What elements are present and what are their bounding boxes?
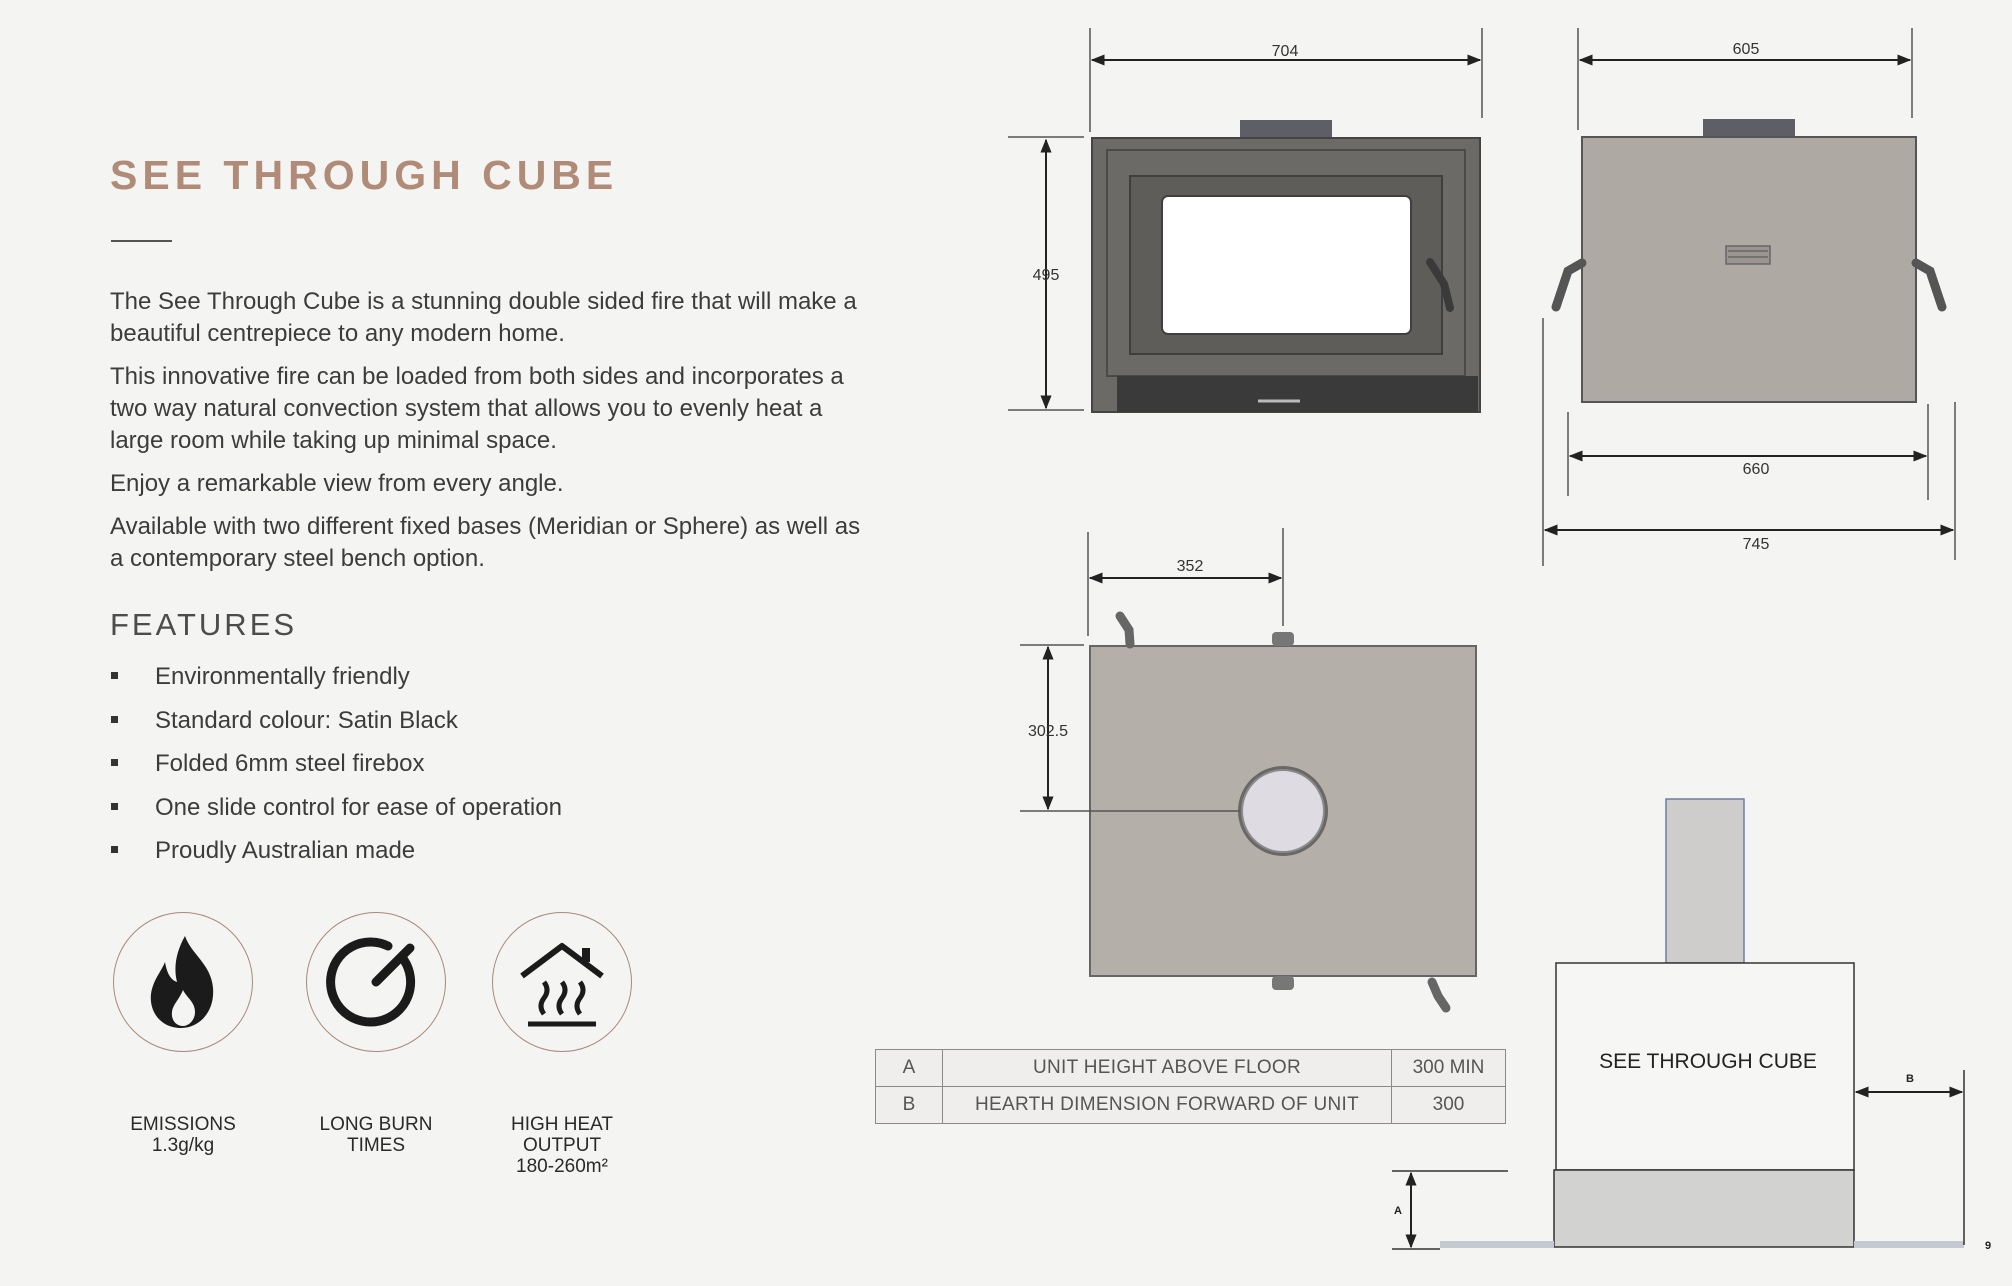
table-cell-description: HEARTH DIMENSION FORWARD OF UNIT bbox=[943, 1087, 1392, 1124]
intro-paragraph: The See Through Cube is a stunning double sided fire that will make a beautiful centrepiece to any modern home. bbox=[110, 288, 857, 347]
intro-paragraph: Enjoy a remarkable view from every angle. bbox=[110, 470, 564, 497]
air-control bbox=[1726, 246, 1770, 264]
intro-paragraph: This innovative fire can be loaded from both sides and incorporates a two way natural convection system that allows you to evenly heat a large room while taking up minimal space. bbox=[110, 363, 844, 454]
badge-line: TIMES bbox=[346, 1135, 406, 1156]
feature-item: One slide control for ease of operation bbox=[110, 791, 562, 835]
dimension-side-745: 745 bbox=[1742, 536, 1770, 553]
table-row bbox=[876, 1087, 1506, 1124]
dimension-top-offset: 352 bbox=[1176, 558, 1204, 575]
table-row bbox=[876, 1050, 1506, 1087]
dimension-side-660: 660 bbox=[1742, 461, 1770, 478]
flue-collar bbox=[1703, 119, 1795, 137]
feature-item: Environmentally friendly bbox=[110, 660, 562, 704]
top-view-drawing bbox=[1020, 528, 1476, 1008]
front-view-drawing bbox=[1008, 28, 1482, 412]
clearance-diagram bbox=[1392, 799, 1991, 1252]
badge-line: LONG BURN bbox=[319, 1114, 433, 1135]
page-title: SEE THROUGH CUBE bbox=[110, 152, 619, 198]
intro-paragraph: Available with two different fixed bases (Meridian or Sphere) as well as a contemporary steel bench option. bbox=[110, 513, 861, 572]
unit-label: SEE THROUGH CUBE bbox=[1599, 1050, 1817, 1073]
hearth-left bbox=[1440, 1241, 1554, 1248]
feature-item: Proudly Australian made bbox=[110, 834, 562, 878]
badge-line: 1.3g/kg bbox=[151, 1135, 215, 1156]
flue-pipe bbox=[1666, 799, 1744, 963]
dimension-front-width: 704 bbox=[1271, 43, 1299, 60]
marker-a: A bbox=[1394, 1205, 1402, 1217]
feature-item: Standard colour: Satin Black bbox=[110, 704, 562, 748]
bottom-lug bbox=[1272, 976, 1294, 990]
table-cell-value: 300 bbox=[1392, 1087, 1506, 1124]
dimension-flue-offset: 302.5 bbox=[1027, 723, 1069, 740]
table-cell-value: 300 MIN bbox=[1392, 1050, 1506, 1087]
stove-side-body bbox=[1582, 137, 1916, 402]
marker-b: B bbox=[1906, 1073, 1914, 1085]
badge-line: HIGH HEAT bbox=[510, 1114, 614, 1135]
side-view-drawing bbox=[1543, 28, 1955, 566]
dimension-side-depth: 605 bbox=[1732, 41, 1760, 58]
clearance-table bbox=[875, 1049, 1506, 1124]
dimension-front-height: 495 bbox=[1032, 267, 1060, 284]
badge-line: 180-260m² bbox=[516, 1156, 608, 1177]
badge-line: EMISSIONS bbox=[130, 1114, 236, 1135]
marker-floor: 9 bbox=[1985, 1240, 1992, 1252]
feature-item: Folded 6mm steel firebox bbox=[110, 747, 562, 791]
features-heading: FEATURES bbox=[110, 607, 298, 642]
badge-line: OUTPUT bbox=[522, 1135, 602, 1156]
top-lug bbox=[1272, 632, 1294, 646]
side-handle-left bbox=[1556, 263, 1582, 307]
glass-window bbox=[1162, 196, 1411, 334]
table-cell-description: UNIT HEIGHT ABOVE FLOOR bbox=[943, 1050, 1392, 1087]
base-plinth bbox=[1554, 1170, 1854, 1247]
table-cell-key: B bbox=[876, 1087, 943, 1124]
hearth-right bbox=[1854, 1241, 1964, 1248]
flue-collar bbox=[1240, 120, 1332, 138]
side-handle-right bbox=[1916, 263, 1942, 307]
table-cell-key: A bbox=[876, 1050, 943, 1087]
